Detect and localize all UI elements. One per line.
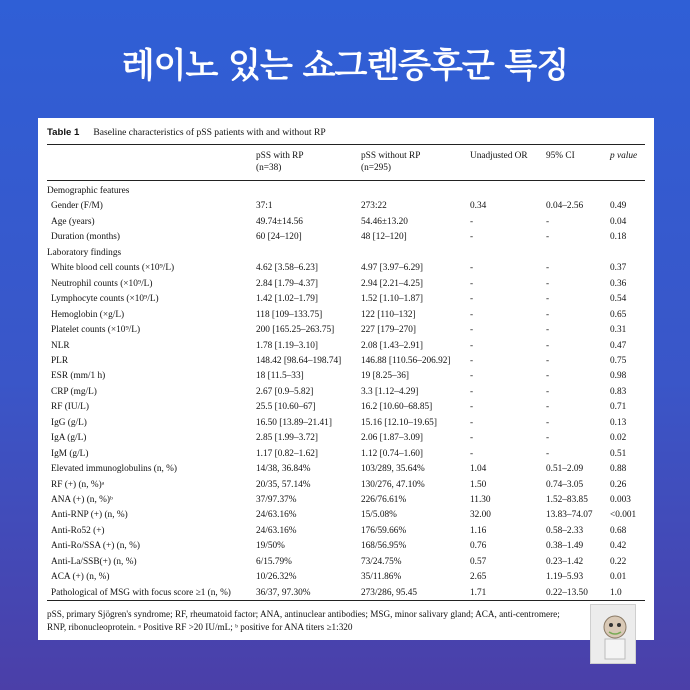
cell-col-3: - xyxy=(470,232,474,243)
cell-col-5: 0.83 xyxy=(610,386,627,397)
cell-col-5: 0.04 xyxy=(610,216,627,227)
cell-col-1: 118 [109–133.75] xyxy=(256,309,323,320)
cell-col-4: 1.19–5.93 xyxy=(546,572,584,583)
cell-col-1: 4.62 [3.58–6.23] xyxy=(256,263,318,274)
cell-col-2: 16.2 [10.60–68.85] xyxy=(361,402,433,413)
cell-col-1: 24/63.16% xyxy=(256,525,297,536)
cell-col-5: 0.003 xyxy=(610,495,631,505)
row-label: RF (+) (n, %)ᵃ xyxy=(51,479,105,490)
header-ci: 95% CI xyxy=(546,151,575,161)
cell-col-3: - xyxy=(470,417,474,428)
top-rule xyxy=(47,144,645,145)
cell-col-2: 48 [12–120] xyxy=(361,232,407,243)
table-row xyxy=(38,418,654,433)
row-label: ANA (+) (n, %)ᵇ xyxy=(51,495,113,505)
row-label: Anti-La/SSB(+) (n, %) xyxy=(51,556,137,567)
row-label: Age (years) xyxy=(51,216,95,227)
cell-col-2: 168/56.95% xyxy=(361,541,407,552)
cell-col-5: 0.88 xyxy=(610,464,627,475)
cell-col-2: 226/76.61% xyxy=(361,495,407,505)
page-title: 레이노 있는 쇼그렌증후군 특징 xyxy=(121,46,569,86)
table-row xyxy=(38,217,654,232)
row-label: Neutrophil counts (×10⁹/L) xyxy=(51,278,153,289)
cell-col-1: 6/15.79% xyxy=(256,556,292,567)
header-without-rp xyxy=(361,150,420,174)
cell-col-3: 0.34 xyxy=(470,201,487,212)
cell-col-1: 2.67 [0.9–5.82] xyxy=(256,386,314,397)
cell-col-5: 0.98 xyxy=(610,371,627,382)
cell-col-3: - xyxy=(470,448,474,459)
cell-col-2: 3.3 [1.12–4.29] xyxy=(361,386,419,397)
section-heading xyxy=(38,186,654,201)
cell-col-5: 0.26 xyxy=(610,479,627,490)
cell-col-4: - xyxy=(546,278,550,289)
cell-col-4: - xyxy=(546,355,550,366)
cell-col-4: - xyxy=(546,325,550,336)
cell-col-3: 1.71 xyxy=(470,587,487,598)
header-without-rp-title: pSS without RP xyxy=(361,151,421,161)
cell-col-2: 4.97 [3.97–6.29] xyxy=(361,263,423,274)
cell-col-1: 10/26.32% xyxy=(256,572,297,583)
header-with-rp-title: pSS with RP xyxy=(256,151,304,161)
cell-col-2: 73/24.75% xyxy=(361,556,402,567)
cell-col-3: - xyxy=(470,309,474,320)
cell-col-4: - xyxy=(546,402,550,413)
cell-col-4: 0.38–1.49 xyxy=(546,541,584,552)
table-row xyxy=(38,557,654,572)
cell-col-3: 1.04 xyxy=(470,464,487,475)
section-heading xyxy=(38,248,654,263)
cell-col-4: - xyxy=(546,448,550,459)
table-row xyxy=(38,279,654,294)
cell-col-1: 24/63.16% xyxy=(256,510,297,521)
table-row xyxy=(38,541,654,556)
table-row xyxy=(38,526,654,541)
cell-col-1: 20/35, 57.14% xyxy=(256,479,311,490)
cell-col-3: 1.50 xyxy=(470,479,487,490)
cell-col-2: 2.06 [1.87–3.09] xyxy=(361,433,423,444)
cell-col-1: 16.50 [13.89–21.41] xyxy=(256,417,332,428)
cell-col-3: - xyxy=(470,263,474,274)
row-label: White blood cell counts (×10⁹/L) xyxy=(51,263,175,274)
cell-col-1: 148.42 [98.64–198.74] xyxy=(256,355,342,366)
cell-col-3: - xyxy=(470,325,474,336)
header-without-rp-n: (n=295) xyxy=(361,163,392,173)
table-row xyxy=(38,387,654,402)
cell-col-5: 0.71 xyxy=(610,402,627,413)
table-row xyxy=(38,201,654,216)
cell-col-3: 11.30 xyxy=(470,495,491,505)
table-row xyxy=(38,510,654,525)
row-label: CRP (mg/L) xyxy=(51,386,97,397)
cell-col-4: - xyxy=(546,386,550,397)
row-label: Gender (F/M) xyxy=(51,201,103,212)
cell-col-5: <0.001 xyxy=(610,510,637,521)
table-caption xyxy=(47,127,326,138)
cell-col-2: 54.46±13.20 xyxy=(361,216,408,227)
cell-col-2: 15/5.08% xyxy=(361,510,397,521)
cell-col-4: 13.83–74.07 xyxy=(546,510,593,521)
row-label: IgA (g/L) xyxy=(51,433,87,444)
row-label: Anti-RNP (+) (n, %) xyxy=(51,510,128,521)
table-row xyxy=(38,263,654,278)
cell-col-3: - xyxy=(470,294,474,305)
header-with-rp xyxy=(256,150,304,174)
cell-col-3: 0.76 xyxy=(470,541,487,552)
cell-col-2: 15.16 [12.10–19.65] xyxy=(361,417,437,428)
table-row xyxy=(38,371,654,386)
row-label: Lymphocyte counts (×10⁹/L) xyxy=(51,294,159,305)
cell-col-3: - xyxy=(470,340,474,351)
cell-col-4: - xyxy=(546,417,550,428)
row-label: IgG (g/L) xyxy=(51,417,87,428)
cell-col-2: 35/11.86% xyxy=(361,572,402,583)
table-row xyxy=(38,232,654,247)
cell-col-4: - xyxy=(546,340,550,351)
cell-col-1: 18 [11.5–33] xyxy=(256,371,304,382)
cell-col-2: 130/276, 47.10% xyxy=(361,479,425,490)
header-rule xyxy=(47,180,645,181)
row-label: PLR xyxy=(51,355,69,366)
table-row xyxy=(38,480,654,495)
cell-col-5: 0.65 xyxy=(610,309,627,320)
header-p-value: p value xyxy=(610,151,638,161)
cell-col-1: 60 [24–120] xyxy=(256,232,302,243)
cell-col-5: 1.0 xyxy=(610,587,622,598)
cell-col-2: 2.08 [1.43–2.91] xyxy=(361,340,423,351)
cell-col-1: 19/50% xyxy=(256,541,285,552)
bottom-rule xyxy=(47,600,645,601)
cell-col-3: 1.16 xyxy=(470,525,487,536)
header-or: Unadjusted OR xyxy=(470,151,528,161)
cell-col-5: 0.13 xyxy=(610,417,627,428)
row-label: ACA (+) (n, %) xyxy=(51,572,110,583)
cell-col-1: 2.84 [1.79–4.37] xyxy=(256,278,318,289)
cell-col-2: 122 [110–132] xyxy=(361,309,416,320)
cell-col-4: - xyxy=(546,232,550,243)
cell-col-1: 1.78 [1.19–3.10] xyxy=(256,340,318,351)
table-row xyxy=(38,449,654,464)
cell-col-5: 0.75 xyxy=(610,355,627,366)
footnote-line-1: pSS, primary Sjögren's syndrome; RF, rheumatoid factor; ANA, antinuclear antibodies; MSG, minor salivary gland; ACA, anti-centromere; xyxy=(47,609,560,619)
row-label: Platelet counts (×10⁹/L) xyxy=(51,325,141,336)
cell-col-2: 1.12 [0.74–1.60] xyxy=(361,448,423,459)
cell-col-3: 32.00 xyxy=(470,510,491,521)
row-label: Anti-Ro52 (+) xyxy=(51,525,105,536)
cell-col-5: 0.49 xyxy=(610,201,627,212)
row-label: ESR (mm/1 h) xyxy=(51,371,106,382)
cell-col-4: - xyxy=(546,263,550,274)
table-row xyxy=(38,341,654,356)
header-with-rp-n: (n=38) xyxy=(256,163,282,173)
cell-col-5: 0.36 xyxy=(610,278,627,289)
cell-col-5: 0.68 xyxy=(610,525,627,536)
cell-col-2: 176/59.66% xyxy=(361,525,407,536)
cell-col-2: 273:22 xyxy=(361,201,387,212)
table-row xyxy=(38,310,654,325)
mascot-icon xyxy=(590,604,636,664)
cell-col-5: 0.31 xyxy=(610,325,627,336)
table-caption-text: Baseline characteristics of pSS patients with and without RP xyxy=(93,127,326,138)
table-card xyxy=(38,118,654,640)
cell-col-2: 103/289, 35.64% xyxy=(361,464,425,475)
cell-col-3: 2.65 xyxy=(470,572,487,583)
row-label: Laboratory findings xyxy=(47,247,122,258)
cell-col-4: 0.04–2.56 xyxy=(546,201,584,212)
row-label: Demographic features xyxy=(47,186,130,196)
footnote-line-2: RNP, ribonucleoprotein. ᵃ Positive RF >20 IU/mL; ᵇ positive for ANA titers ≥1:320 xyxy=(47,622,353,632)
cell-col-4: - xyxy=(546,294,550,305)
row-label: Elevated immunoglobulins (n, %) xyxy=(51,464,178,475)
cell-col-4: 0.74–3.05 xyxy=(546,479,584,490)
cell-col-2: 1.52 [1.10–1.87] xyxy=(361,294,423,305)
cell-col-2: 273/286, 95.45 xyxy=(361,587,418,598)
cell-col-3: - xyxy=(470,278,474,289)
row-label: IgM (g/L) xyxy=(51,448,89,459)
cell-col-2: 2.94 [2.21–4.25] xyxy=(361,278,423,289)
cell-col-2: 227 [179–270] xyxy=(361,325,417,336)
cell-col-5: 0.42 xyxy=(610,541,627,552)
row-label: NLR xyxy=(51,340,70,351)
cell-col-3: - xyxy=(470,402,474,413)
cell-col-1: 200 [165.25–263.75] xyxy=(256,325,335,336)
table-row xyxy=(38,356,654,371)
table-row xyxy=(38,433,654,448)
cell-col-5: 0.54 xyxy=(610,294,627,305)
cell-col-3: - xyxy=(470,386,474,397)
table-row xyxy=(38,294,654,309)
cell-col-1: 1.42 [1.02–1.79] xyxy=(256,294,318,305)
cell-col-1: 49.74±14.56 xyxy=(256,216,303,227)
cell-col-1: 37:1 xyxy=(256,201,273,212)
cell-col-2: 146.88 [110.56–206.92] xyxy=(361,355,451,366)
row-label: Hemoglobin (×g/L) xyxy=(51,309,125,320)
table-footnote xyxy=(47,608,647,634)
cell-col-5: 0.18 xyxy=(610,232,627,243)
cell-col-1: 37/97.37% xyxy=(256,495,297,505)
cell-col-2: 19 [8.25–36] xyxy=(361,371,410,382)
cell-col-4: - xyxy=(546,371,550,382)
row-label: RF (IU/L) xyxy=(51,402,89,413)
table-row xyxy=(38,325,654,340)
cell-col-5: 0.51 xyxy=(610,448,627,459)
cell-col-3: - xyxy=(470,371,474,382)
cell-col-1: 2.85 [1.99–3.72] xyxy=(256,433,318,444)
cell-col-1: 1.17 [0.82–1.62] xyxy=(256,448,318,459)
row-label: Duration (months) xyxy=(51,232,120,243)
cell-col-3: - xyxy=(470,433,474,444)
cell-col-4: - xyxy=(546,216,550,227)
table-row xyxy=(38,495,654,510)
cell-col-3: 0.57 xyxy=(470,556,487,567)
cell-col-1: 14/38, 36.84% xyxy=(256,464,311,475)
cell-col-5: 0.01 xyxy=(610,572,627,583)
cell-col-5: 0.47 xyxy=(610,340,627,351)
cell-col-5: 0.02 xyxy=(610,433,627,444)
cell-col-5: 0.22 xyxy=(610,556,627,567)
table-row xyxy=(38,402,654,417)
cell-col-4: 0.58–2.33 xyxy=(546,525,584,536)
cell-col-4: 0.23–1.42 xyxy=(546,556,584,567)
cell-col-1: 25.5 [10.60–67] xyxy=(256,402,316,413)
cell-col-4: - xyxy=(546,309,550,320)
cell-col-3: - xyxy=(470,355,474,366)
cell-col-5: 0.37 xyxy=(610,263,627,274)
row-label: Pathological of MSG with focus score ≥1 (n, %) xyxy=(51,587,231,598)
table-label: Table 1 xyxy=(47,127,80,138)
cell-col-1: 36/37, 97.30% xyxy=(256,587,311,598)
row-label: Anti-Ro/SSA (+) (n, %) xyxy=(51,541,140,552)
cell-col-4: 0.51–2.09 xyxy=(546,464,584,475)
cell-col-4: - xyxy=(546,433,550,444)
cell-col-4: 0.22–13.50 xyxy=(546,587,588,598)
cell-col-3: - xyxy=(470,216,474,227)
table-row xyxy=(38,572,654,587)
table-row xyxy=(38,464,654,479)
cell-col-4: 1.52–83.85 xyxy=(546,495,588,505)
